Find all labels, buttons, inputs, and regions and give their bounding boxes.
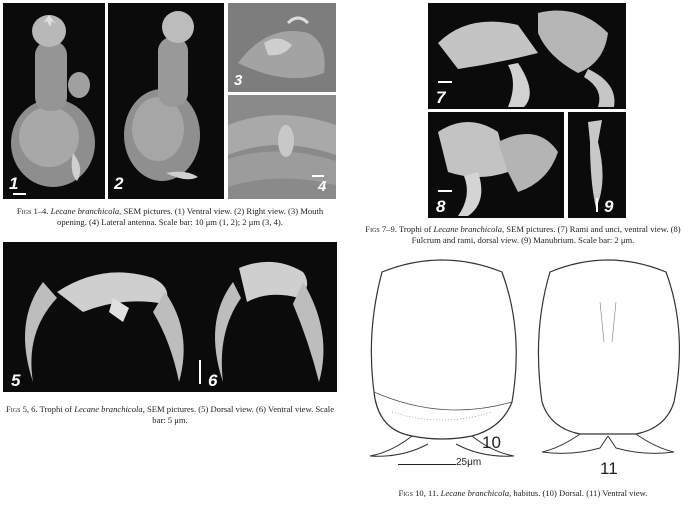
- scale-bar-7: [438, 81, 452, 83]
- sem-panel-1: [3, 3, 105, 199]
- drawing-number-11: 11: [600, 459, 618, 478]
- sem-panel-7: [428, 3, 626, 109]
- caption-figs-7-9: Figs 7–9. Trophi of Lecane branchicola, SEM pictures. (7) Rami and unci, ventral view. (8) Fulcrum and rami, dorsal view. (9) Manubrium. Scale bar: 2 μm.: [365, 224, 681, 245]
- caption-figs-10-11: Figs 10, 11. Lecane branchicola, habitus. (10) Dorsal. (11) Ventral view.: [398, 488, 648, 498]
- scale-bar-25um: [398, 464, 456, 465]
- panel-number-2: 2: [114, 174, 124, 193]
- panel-number-1: 1: [9, 174, 19, 193]
- scale-bar-6: [199, 360, 201, 384]
- caption-figs-5-6: Figs 5, 6. Trophi of Lecane branchicola, SEM pictures. (5) Dorsal view. (6) Ventral view. Scale bar: 5 μm.: [5, 404, 335, 425]
- sem-panel-3: [228, 3, 336, 92]
- rami-unci-specimen: [428, 3, 626, 109]
- panel-number-9: 9: [604, 197, 614, 216]
- right-view-specimen: [108, 3, 224, 199]
- panel-number-8: 8: [436, 197, 446, 216]
- caption-figs-1-4: Figs 1–4. Lecane branchicola, SEM pictures. (1) Ventral view. (2) Right view. (3) Mouth opening. (4) Lateral antenna. Scale bar: 10 μm (1, 2); 2 μm (3, 4).: [16, 206, 324, 227]
- mouth-opening-specimen: [228, 3, 336, 92]
- scale-label-25um: 25μm: [456, 457, 482, 468]
- ventral-habitus-outline: [520, 252, 696, 480]
- panel-number-7: 7: [436, 88, 446, 107]
- sem-panel-5-6: [3, 242, 337, 392]
- panel-number-5: 5: [11, 371, 21, 390]
- panel-number-3: 3: [234, 72, 243, 89]
- fulcrum-rami-specimen: [428, 112, 564, 218]
- habitus-drawing-dorsal: [352, 252, 532, 480]
- scale-bar-4: [312, 175, 324, 177]
- dorsal-habitus-outline: [352, 252, 532, 480]
- drawing-number-10: 10: [482, 433, 501, 452]
- scale-bar-8: [438, 190, 452, 192]
- sem-panel-4: [228, 95, 336, 199]
- scale-bar-1: [13, 193, 26, 195]
- habitus-drawing-ventral: [520, 252, 696, 480]
- sem-panel-9: [568, 112, 626, 218]
- panel-number-6: 6: [208, 371, 218, 390]
- trophi-specimens: [3, 242, 337, 392]
- panel-number-4: 4: [318, 178, 327, 195]
- sem-panel-8: [428, 112, 564, 218]
- ventral-view-specimen: [3, 3, 105, 199]
- scale-bar-9: [596, 198, 598, 212]
- sem-panel-2: [108, 3, 224, 199]
